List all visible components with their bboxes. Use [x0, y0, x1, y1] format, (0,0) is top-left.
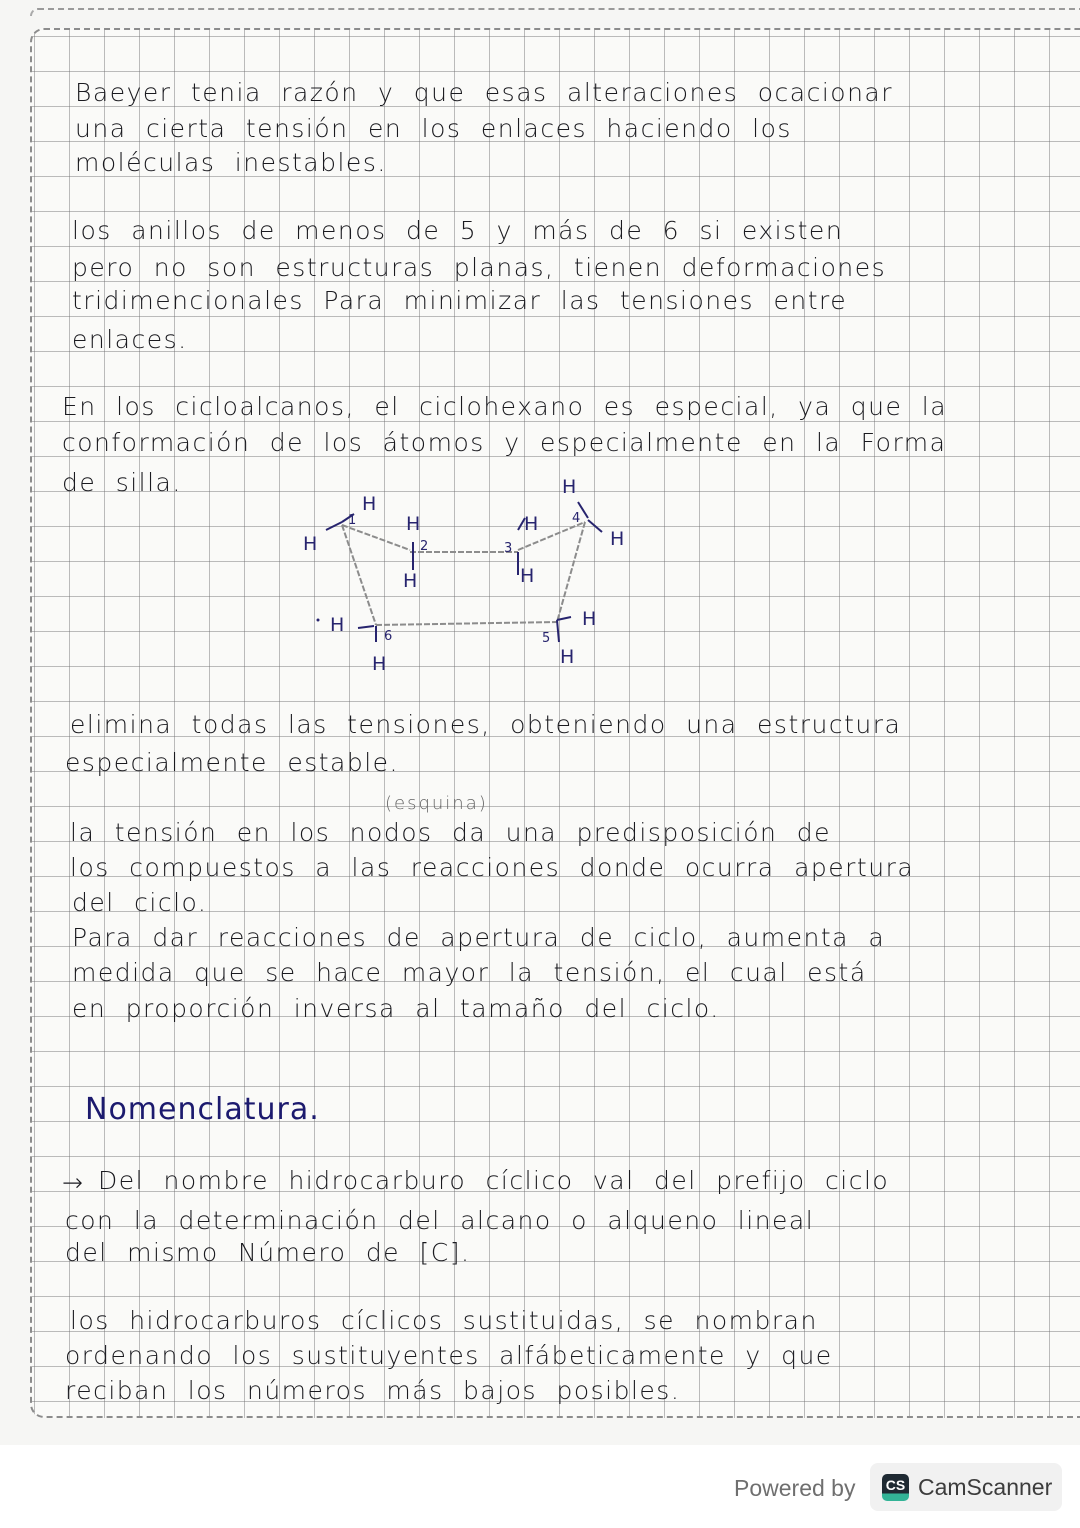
text-line: una cierta tensión en los enlaces haciendo los [75, 114, 792, 143]
atom-h: H [362, 493, 377, 515]
previous-page-edge [30, 8, 1080, 16]
text-line: Baeyer tenia razón y que esas alteraciones ocacionar [75, 78, 894, 107]
camscanner-badge[interactable] [870, 1463, 1062, 1511]
atom-h: H [524, 513, 539, 535]
atom-h: H [562, 476, 577, 498]
text-line: tridimencionales Para minimizar las tensiones entre [72, 286, 848, 315]
carbon-number-5: 5 [542, 631, 551, 646]
text-line: medida que se hace mayor la tensión, el cual está [72, 958, 867, 987]
carbon-number-6: 6 [384, 629, 393, 644]
text-line: enlaces. [72, 325, 188, 354]
text-line: de silla. [62, 468, 182, 497]
text-line: elimina todas las tensiones, obteniendo una estructura [70, 710, 902, 739]
text-line: conformación de los átomos y especialmente en la Forma [62, 428, 947, 457]
cyclohexane-chair-diagram [280, 470, 660, 690]
atom-h: H [303, 533, 318, 555]
annotation-esquina: (esquina) [385, 793, 488, 814]
chair-bonds-icon [280, 470, 660, 690]
section-heading-nomenclatura: Nomenclatura. [85, 1092, 320, 1127]
camscanner-brand-name: CamScanner [918, 1474, 1053, 1500]
arrow-bullet-icon: → [62, 1168, 85, 1197]
camscanner-logo-icon: CS [882, 1474, 909, 1501]
text-line: del mismo Número de [C]. [65, 1238, 471, 1267]
text-line: En los cicloalcanos, el ciclohexano es especial, ya que la [62, 392, 948, 421]
text-line: con la determinación del alcano o alqueno lineal [65, 1206, 815, 1235]
atom-h: H [520, 565, 535, 587]
carbon-number-1: 1 [348, 513, 357, 528]
text-line: especialmente estable. [65, 748, 399, 777]
text-line: Para dar reacciones de apertura de ciclo, aumenta a [72, 923, 886, 952]
text-line: en proporción inversa al tamaño del ciclo. [72, 994, 720, 1023]
atom-h: H [582, 608, 597, 630]
atom-h: H [403, 570, 418, 592]
carbon-number-2: 2 [420, 539, 429, 554]
atom-h: H [330, 614, 345, 636]
text-line: los hidrocarburos cíclicos sustituidas, se nombran [70, 1306, 818, 1335]
text-line: la tensión en los nodos da una predisposición de [70, 818, 832, 847]
carbon-number-3: 3 [504, 541, 513, 556]
atom-h: H [372, 653, 387, 675]
carbon-number-4: 4 [572, 511, 581, 526]
text-line: reciban los números más bajos posibles. [65, 1376, 681, 1405]
text-line: los anillos de menos de 5 y más de 6 si existen [72, 216, 844, 245]
atom-h: H [406, 513, 421, 535]
atom-h: H [560, 646, 575, 668]
text-line: ordenando los sustituyentes alfábeticamente y que [65, 1341, 833, 1370]
atom-h: H [610, 528, 625, 550]
text-line: los compuestos a las reacciones donde ocurra apertura [70, 853, 915, 882]
text-line: pero no son estructuras planas, tienen deformaciones [72, 253, 887, 282]
text-line: del ciclo. [72, 888, 208, 917]
text-line: moléculas inestables. [75, 148, 387, 177]
text-line: Del nombre hidrocarburo cíclico val del prefijo ciclo [98, 1166, 890, 1195]
powered-by-label: Powered by [734, 1475, 856, 1501]
